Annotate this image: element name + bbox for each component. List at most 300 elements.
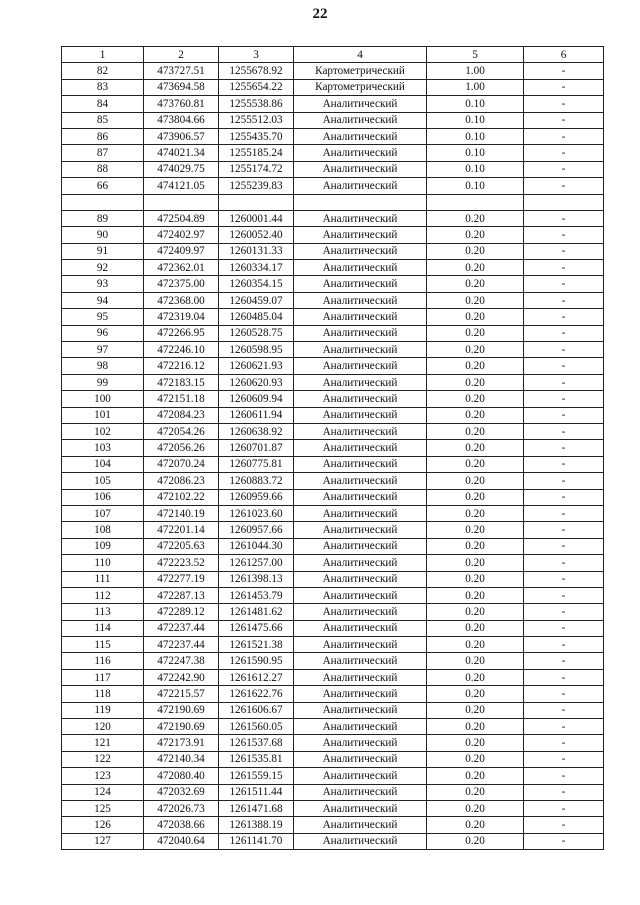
note-cell: - xyxy=(524,440,604,456)
accuracy-cell: 0.20 xyxy=(427,243,524,259)
point-number-cell: 126 xyxy=(62,817,144,833)
point-number-cell: 116 xyxy=(62,653,144,669)
accuracy-cell: 0.20 xyxy=(427,637,524,653)
method-cell: Аналитический xyxy=(294,669,427,685)
note-cell: - xyxy=(524,505,604,521)
y-coordinate-cell: 1260957.66 xyxy=(219,522,294,538)
y-coordinate-cell: 1261511.44 xyxy=(219,784,294,800)
y-coordinate-cell: 1255678.92 xyxy=(219,63,294,79)
accuracy-cell: 0.20 xyxy=(427,276,524,292)
table-row xyxy=(62,178,604,194)
accuracy-cell: 0.20 xyxy=(427,342,524,358)
x-coordinate-cell: 472237.44 xyxy=(144,637,219,653)
table-row xyxy=(62,112,604,128)
x-coordinate-cell: 472140.34 xyxy=(144,751,219,767)
note-cell: - xyxy=(524,325,604,341)
method-cell: Аналитический xyxy=(294,719,427,735)
method-cell: Аналитический xyxy=(294,702,427,718)
column-header: 3 xyxy=(219,47,294,63)
point-number-cell: 109 xyxy=(62,538,144,554)
accuracy-cell: 0.20 xyxy=(427,210,524,226)
accuracy-cell: 0.20 xyxy=(427,817,524,833)
table-row xyxy=(62,800,604,816)
method-cell: Аналитический xyxy=(294,604,427,620)
y-coordinate-cell: 1260638.92 xyxy=(219,423,294,439)
x-coordinate-cell: 472032.69 xyxy=(144,784,219,800)
table-row xyxy=(62,833,604,849)
note-cell: - xyxy=(524,735,604,751)
point-number-cell: 102 xyxy=(62,423,144,439)
y-coordinate-cell: 1261475.66 xyxy=(219,620,294,636)
accuracy-cell: 0.10 xyxy=(427,161,524,177)
x-coordinate-cell: 472173.91 xyxy=(144,735,219,751)
table-row xyxy=(62,96,604,112)
accuracy-cell: 0.20 xyxy=(427,800,524,816)
table-row xyxy=(62,440,604,456)
note-cell: - xyxy=(524,358,604,374)
point-number-cell: 85 xyxy=(62,112,144,128)
note-cell: - xyxy=(524,210,604,226)
point-number-cell: 101 xyxy=(62,407,144,423)
column-header: 1 xyxy=(62,47,144,63)
note-cell: - xyxy=(524,489,604,505)
y-coordinate-cell: 1260959.66 xyxy=(219,489,294,505)
table-header-row xyxy=(62,47,604,63)
x-coordinate-cell: 472151.18 xyxy=(144,391,219,407)
accuracy-cell: 0.20 xyxy=(427,784,524,800)
x-coordinate-cell: 474029.75 xyxy=(144,161,219,177)
point-number-cell: 124 xyxy=(62,784,144,800)
note-cell: - xyxy=(524,128,604,144)
x-coordinate-cell: 472237.44 xyxy=(144,620,219,636)
column-header: 4 xyxy=(294,47,427,63)
x-coordinate-cell: 472140.19 xyxy=(144,505,219,521)
method-cell: Аналитический xyxy=(294,161,427,177)
accuracy-cell: 0.20 xyxy=(427,702,524,718)
point-number-cell: 120 xyxy=(62,719,144,735)
point-number-cell: 93 xyxy=(62,276,144,292)
table-row xyxy=(62,292,604,308)
method-cell: Аналитический xyxy=(294,145,427,161)
point-number-cell: 125 xyxy=(62,800,144,816)
point-number-cell: 98 xyxy=(62,358,144,374)
accuracy-cell: 0.20 xyxy=(427,719,524,735)
accuracy-cell: 0.20 xyxy=(427,735,524,751)
accuracy-cell: 0.20 xyxy=(427,309,524,325)
x-coordinate-cell: 472102.22 xyxy=(144,489,219,505)
note-cell: - xyxy=(524,423,604,439)
x-coordinate-cell: 472362.01 xyxy=(144,260,219,276)
note-cell: - xyxy=(524,702,604,718)
accuracy-cell: 0.20 xyxy=(427,833,524,849)
point-number-cell: 94 xyxy=(62,292,144,308)
accuracy-cell: 0.20 xyxy=(427,325,524,341)
y-coordinate-cell: 1260334.17 xyxy=(219,260,294,276)
point-number-cell: 89 xyxy=(62,210,144,226)
point-number-cell: 96 xyxy=(62,325,144,341)
method-cell: Аналитический xyxy=(294,210,427,226)
accuracy-cell: 0.20 xyxy=(427,620,524,636)
x-coordinate-cell: 472368.00 xyxy=(144,292,219,308)
point-number-cell: 127 xyxy=(62,833,144,849)
note-cell: - xyxy=(524,833,604,849)
y-coordinate-cell: 1260620.93 xyxy=(219,374,294,390)
point-number-cell: 103 xyxy=(62,440,144,456)
x-coordinate-cell: 473760.81 xyxy=(144,96,219,112)
table-row xyxy=(62,161,604,177)
note-cell: - xyxy=(524,669,604,685)
note-cell: - xyxy=(524,620,604,636)
accuracy-cell: 0.20 xyxy=(427,391,524,407)
table-row xyxy=(62,817,604,833)
note-cell: - xyxy=(524,538,604,554)
point-number-cell: 107 xyxy=(62,505,144,521)
method-cell: Аналитический xyxy=(294,686,427,702)
method-cell: Аналитический xyxy=(294,391,427,407)
table-row xyxy=(62,686,604,702)
note-cell: - xyxy=(524,63,604,79)
x-coordinate-cell: 472277.19 xyxy=(144,571,219,587)
table-row xyxy=(62,194,604,210)
y-coordinate-cell: 1261044.30 xyxy=(219,538,294,554)
note-cell: - xyxy=(524,555,604,571)
y-coordinate-cell: 1261257.00 xyxy=(219,555,294,571)
y-coordinate-cell: 1255435.70 xyxy=(219,128,294,144)
accuracy-cell: 0.20 xyxy=(427,555,524,571)
table-row xyxy=(62,342,604,358)
method-cell: Аналитический xyxy=(294,128,427,144)
note-cell: - xyxy=(524,96,604,112)
accuracy-cell: 0.10 xyxy=(427,112,524,128)
y-coordinate-cell: 1260001.44 xyxy=(219,210,294,226)
accuracy-cell: 0.20 xyxy=(427,751,524,767)
method-cell: Аналитический xyxy=(294,587,427,603)
x-coordinate-cell: 472402.97 xyxy=(144,227,219,243)
note-cell: - xyxy=(524,784,604,800)
method-cell: Аналитический xyxy=(294,358,427,374)
x-coordinate-cell: 472183.15 xyxy=(144,374,219,390)
accuracy-cell: 0.20 xyxy=(427,604,524,620)
x-coordinate-cell: 472054.26 xyxy=(144,423,219,439)
point-number-cell: 121 xyxy=(62,735,144,751)
note-cell: - xyxy=(524,391,604,407)
x-coordinate-cell: 474021.34 xyxy=(144,145,219,161)
y-coordinate-cell: 1260883.72 xyxy=(219,473,294,489)
method-cell: Аналитический xyxy=(294,489,427,505)
accuracy-cell: 0.20 xyxy=(427,538,524,554)
accuracy-cell: 0.20 xyxy=(427,571,524,587)
accuracy-cell: 0.20 xyxy=(427,653,524,669)
table-row xyxy=(62,768,604,784)
method-cell xyxy=(294,194,427,210)
note-cell: - xyxy=(524,292,604,308)
method-cell: Аналитический xyxy=(294,292,427,308)
point-number-cell: 111 xyxy=(62,571,144,587)
note-cell: - xyxy=(524,571,604,587)
y-coordinate-cell: 1260611.94 xyxy=(219,407,294,423)
method-cell: Аналитический xyxy=(294,456,427,472)
x-coordinate-cell: 472190.69 xyxy=(144,719,219,735)
accuracy-cell: 0.20 xyxy=(427,768,524,784)
note-cell: - xyxy=(524,473,604,489)
table-row xyxy=(62,571,604,587)
y-coordinate-cell: 1260775.81 xyxy=(219,456,294,472)
x-coordinate-cell: 472215.57 xyxy=(144,686,219,702)
method-cell: Аналитический xyxy=(294,800,427,816)
note-cell: - xyxy=(524,456,604,472)
x-coordinate-cell: 472026.73 xyxy=(144,800,219,816)
accuracy-cell: 0.20 xyxy=(427,374,524,390)
table-row xyxy=(62,358,604,374)
y-coordinate-cell: 1261537.68 xyxy=(219,735,294,751)
note-cell: - xyxy=(524,686,604,702)
y-coordinate-cell: 1260609.94 xyxy=(219,391,294,407)
point-number-cell: 95 xyxy=(62,309,144,325)
point-number-cell: 84 xyxy=(62,96,144,112)
method-cell: Аналитический xyxy=(294,374,427,390)
x-coordinate-cell: 473804.66 xyxy=(144,112,219,128)
note-cell: - xyxy=(524,817,604,833)
accuracy-cell: 0.20 xyxy=(427,505,524,521)
table-row xyxy=(62,473,604,489)
method-cell: Аналитический xyxy=(294,423,427,439)
y-coordinate-cell: 1255512.03 xyxy=(219,112,294,128)
table-row xyxy=(62,456,604,472)
table-row xyxy=(62,227,604,243)
accuracy-cell: 0.20 xyxy=(427,407,524,423)
x-coordinate-cell: 472319.04 xyxy=(144,309,219,325)
point-number-cell: 122 xyxy=(62,751,144,767)
x-coordinate-cell: 472289.12 xyxy=(144,604,219,620)
note-cell: - xyxy=(524,276,604,292)
point-number-cell: 105 xyxy=(62,473,144,489)
y-coordinate-cell: 1260598.95 xyxy=(219,342,294,358)
method-cell: Аналитический xyxy=(294,325,427,341)
accuracy-cell: 0.20 xyxy=(427,260,524,276)
column-header: 6 xyxy=(524,47,604,63)
coordinates-table xyxy=(61,46,604,850)
method-cell: Аналитический xyxy=(294,571,427,587)
method-cell: Аналитический xyxy=(294,309,427,325)
note-cell: - xyxy=(524,342,604,358)
note-cell: - xyxy=(524,522,604,538)
point-number-cell: 97 xyxy=(62,342,144,358)
x-coordinate-cell: 472205.63 xyxy=(144,538,219,554)
point-number-cell: 108 xyxy=(62,522,144,538)
table-row xyxy=(62,653,604,669)
y-coordinate-cell: 1261521.38 xyxy=(219,637,294,653)
y-coordinate-cell: 1261612.27 xyxy=(219,669,294,685)
table-row xyxy=(62,702,604,718)
table-row xyxy=(62,128,604,144)
point-number-cell: 114 xyxy=(62,620,144,636)
x-coordinate-cell: 472040.64 xyxy=(144,833,219,849)
point-number-cell: 119 xyxy=(62,702,144,718)
column-header: 5 xyxy=(427,47,524,63)
point-number-cell: 91 xyxy=(62,243,144,259)
x-coordinate-cell: 472247.38 xyxy=(144,653,219,669)
accuracy-cell: 0.20 xyxy=(427,440,524,456)
accuracy-cell: 0.10 xyxy=(427,145,524,161)
y-coordinate-cell: 1260131.33 xyxy=(219,243,294,259)
table-row xyxy=(62,260,604,276)
table-row xyxy=(62,751,604,767)
note-cell: - xyxy=(524,79,604,95)
method-cell: Аналитический xyxy=(294,407,427,423)
y-coordinate-cell: 1261141.70 xyxy=(219,833,294,849)
accuracy-cell: 0.10 xyxy=(427,128,524,144)
page-number: 22 xyxy=(312,6,328,22)
note-cell: - xyxy=(524,637,604,653)
accuracy-cell: 0.20 xyxy=(427,587,524,603)
x-coordinate-cell: 472086.23 xyxy=(144,473,219,489)
method-cell: Аналитический xyxy=(294,505,427,521)
table-row xyxy=(62,276,604,292)
table-row xyxy=(62,522,604,538)
note-cell: - xyxy=(524,112,604,128)
method-cell: Аналитический xyxy=(294,473,427,489)
x-coordinate-cell: 472266.95 xyxy=(144,325,219,341)
y-coordinate-cell: 1261559.15 xyxy=(219,768,294,784)
method-cell: Аналитический xyxy=(294,112,427,128)
note-cell: - xyxy=(524,719,604,735)
x-coordinate-cell: 472409.97 xyxy=(144,243,219,259)
accuracy-cell: 0.20 xyxy=(427,227,524,243)
accuracy-cell: 1.00 xyxy=(427,79,524,95)
table-row xyxy=(62,637,604,653)
method-cell: Аналитический xyxy=(294,178,427,194)
table-row xyxy=(62,538,604,554)
y-coordinate-cell: 1260528.75 xyxy=(219,325,294,341)
method-cell: Аналитический xyxy=(294,833,427,849)
note-cell: - xyxy=(524,751,604,767)
y-coordinate-cell: 1261606.67 xyxy=(219,702,294,718)
y-coordinate-cell: 1255538.86 xyxy=(219,96,294,112)
point-number-cell: 90 xyxy=(62,227,144,243)
point-number-cell: 112 xyxy=(62,587,144,603)
method-cell: Аналитический xyxy=(294,653,427,669)
y-coordinate-cell: 1260485.04 xyxy=(219,309,294,325)
point-number-cell: 88 xyxy=(62,161,144,177)
accuracy-cell: 0.10 xyxy=(427,96,524,112)
note-cell: - xyxy=(524,178,604,194)
table-row xyxy=(62,423,604,439)
accuracy-cell: 0.20 xyxy=(427,489,524,505)
point-number-cell: 118 xyxy=(62,686,144,702)
x-coordinate-cell: 472504.89 xyxy=(144,210,219,226)
accuracy-cell: 0.20 xyxy=(427,669,524,685)
point-number-cell: 123 xyxy=(62,768,144,784)
x-coordinate-cell: 472201.14 xyxy=(144,522,219,538)
y-coordinate-cell: 1260459.07 xyxy=(219,292,294,308)
accuracy-cell: 0.10 xyxy=(427,178,524,194)
accuracy-cell: 1.00 xyxy=(427,63,524,79)
point-number-cell: 110 xyxy=(62,555,144,571)
method-cell: Аналитический xyxy=(294,784,427,800)
method-cell: Аналитический xyxy=(294,538,427,554)
method-cell: Аналитический xyxy=(294,637,427,653)
y-coordinate-cell: 1255239.83 xyxy=(219,178,294,194)
point-number-cell: 100 xyxy=(62,391,144,407)
method-cell: Аналитический xyxy=(294,768,427,784)
x-coordinate-cell: 472375.00 xyxy=(144,276,219,292)
method-cell: Аналитический xyxy=(294,96,427,112)
x-coordinate-cell: 472190.69 xyxy=(144,702,219,718)
table-row xyxy=(62,669,604,685)
x-coordinate-cell: 473727.51 xyxy=(144,63,219,79)
accuracy-cell: 0.20 xyxy=(427,686,524,702)
x-coordinate-cell: 472223.52 xyxy=(144,555,219,571)
accuracy-cell: 0.20 xyxy=(427,522,524,538)
point-number-cell: 115 xyxy=(62,637,144,653)
x-coordinate-cell: 474121.05 xyxy=(144,178,219,194)
y-coordinate-cell: 1261453.79 xyxy=(219,587,294,603)
table-row xyxy=(62,309,604,325)
table-row xyxy=(62,145,604,161)
y-coordinate-cell: 1261023.60 xyxy=(219,505,294,521)
table-row xyxy=(62,620,604,636)
accuracy-cell: 0.20 xyxy=(427,473,524,489)
x-coordinate-cell: 472246.10 xyxy=(144,342,219,358)
method-cell: Аналитический xyxy=(294,440,427,456)
x-coordinate-cell: 472056.26 xyxy=(144,440,219,456)
y-coordinate-cell: 1260052.40 xyxy=(219,227,294,243)
table-row xyxy=(62,604,604,620)
point-number-cell xyxy=(62,194,144,210)
note-cell: - xyxy=(524,653,604,669)
method-cell: Аналитический xyxy=(294,620,427,636)
table-body xyxy=(62,63,604,850)
y-coordinate-cell: 1260354.15 xyxy=(219,276,294,292)
note-cell: - xyxy=(524,260,604,276)
note-cell: - xyxy=(524,800,604,816)
x-coordinate-cell: 472080.40 xyxy=(144,768,219,784)
y-coordinate-cell: 1260701.87 xyxy=(219,440,294,456)
table-row xyxy=(62,210,604,226)
accuracy-cell: 0.20 xyxy=(427,358,524,374)
table-row xyxy=(62,63,604,79)
table-row xyxy=(62,587,604,603)
note-cell xyxy=(524,194,604,210)
point-number-cell: 106 xyxy=(62,489,144,505)
table-row xyxy=(62,735,604,751)
y-coordinate-cell: 1255654.22 xyxy=(219,79,294,95)
point-number-cell: 99 xyxy=(62,374,144,390)
table-row xyxy=(62,79,604,95)
table-row xyxy=(62,407,604,423)
method-cell: Аналитический xyxy=(294,260,427,276)
point-number-cell: 92 xyxy=(62,260,144,276)
table-row xyxy=(62,555,604,571)
table-row xyxy=(62,243,604,259)
y-coordinate-cell: 1261471.68 xyxy=(219,800,294,816)
method-cell: Аналитический xyxy=(294,522,427,538)
y-coordinate-cell: 1261590.95 xyxy=(219,653,294,669)
x-coordinate-cell: 473694.58 xyxy=(144,79,219,95)
note-cell: - xyxy=(524,374,604,390)
x-coordinate-cell: 472216.12 xyxy=(144,358,219,374)
point-number-cell: 82 xyxy=(62,63,144,79)
table-row xyxy=(62,325,604,341)
y-coordinate-cell: 1261398.13 xyxy=(219,571,294,587)
method-cell: Аналитический xyxy=(294,342,427,358)
x-coordinate-cell: 472084.23 xyxy=(144,407,219,423)
note-cell: - xyxy=(524,161,604,177)
point-number-cell: 83 xyxy=(62,79,144,95)
y-coordinate-cell: 1255174.72 xyxy=(219,161,294,177)
method-cell: Аналитический xyxy=(294,555,427,571)
table-row xyxy=(62,391,604,407)
